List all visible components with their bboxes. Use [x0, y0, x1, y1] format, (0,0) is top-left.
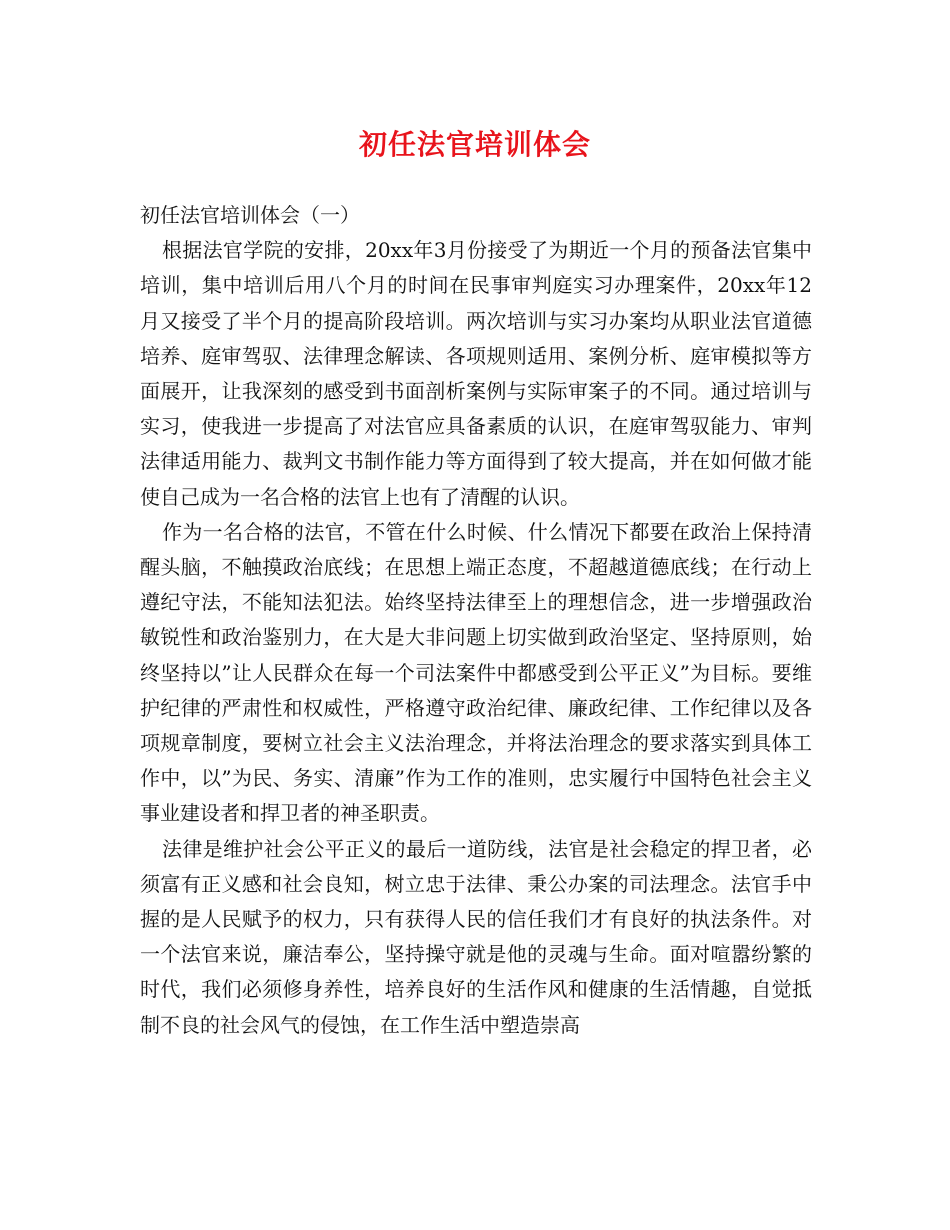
- paragraph-1: 根据法官学院的安排，20xx年3月份接受了为期近一个月的预备法官集中培训，集中培训后用八个月的时间在民事审判庭实习办理案件，20xx年12月又接受了半个月的提高阶段培训。两次培训与实习办案均从职业法官道德培养、庭审驾驭、法律理念解读、各项规则适用、案例分析、庭审模拟等方面展开，让我深刻的感受到书面剖析案例与实际审案子的不同。通过培训与实习，使我进一步提高了对法官应具备素质的认识，在庭审驾驭能力、审判法律适用能力、裁判文书制作能力等方面得到了较大提高，并在如何做才能使自己成为一名合格的法官上也有了清醒的认识。: [140, 238, 812, 509]
- document-body: [140, 198, 812, 1043]
- paragraph-2: 作为一名合格的法官，不管在什么时候、什么情况下都要在政治上保持清醒头脑，不触摸政治底线；在思想上端正态度，不超越道德底线；在行动上遵纪守法，不能知法犯法。始终坚持法律至上的理想信念，进一步增强政治敏锐性和政治鉴别力，在大是大非问题上切实做到政治坚定、坚持原则，始终坚持以”让人民群众在每一个司法案件中都感受到公平正义”为目标。要维护纪律的严肃性和权威性，严格遵守政治纪律、廉政纪律、工作纪律以及各项规章制度，要树立社会主义法治理念，并将法治理念的要求落实到具体工作中，以”为民、务实、清廉”作为工作的准则，忠实履行中国特色社会主义事业建设者和捍卫者的神圣职责。: [140, 519, 812, 826]
- section-subtitle: 初任法官培训体会（一）: [140, 203, 360, 227]
- paragraph-3: 法律是维护社会公平正义的最后一道防线，法官是社会稳定的捍卫者，必须富有正义感和社会良知，树立忠于法律、秉公办案的司法理念。法官手中握的是人民赋予的权力，只有获得人民的信任我们才有良好的执法条件。对一个法官来说，廉洁奉公，坚持操守就是他的灵魂与生命。面对喧嚣纷繁的时代，我们必须修身养性，培养良好的生活作风和健康的生活情趣，自觉抵制不良的社会风气的侵蚀，在工作生活中塑造崇高: [140, 836, 812, 1037]
- document-title: 初任法官培训体会: [358, 128, 591, 161]
